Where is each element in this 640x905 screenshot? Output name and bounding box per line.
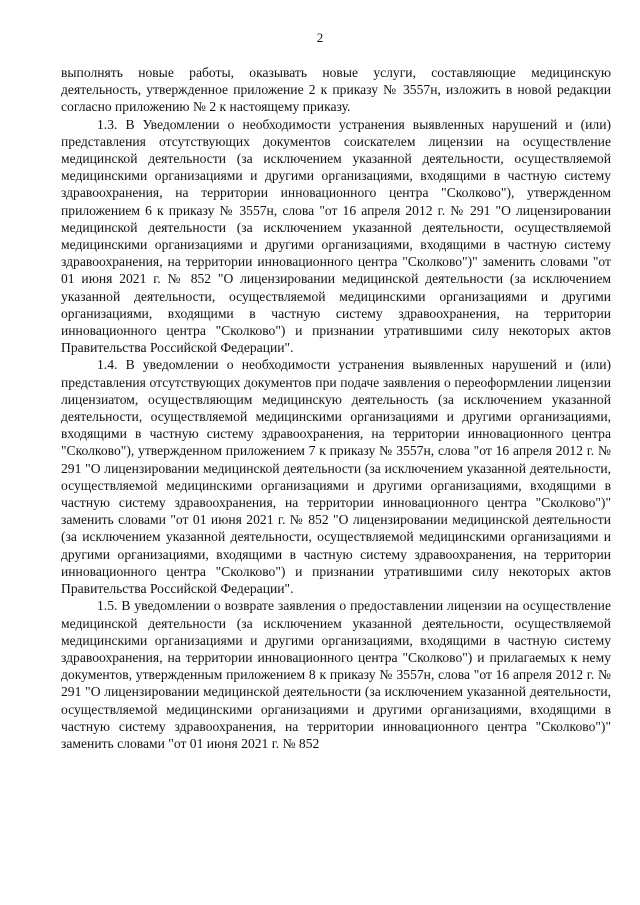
paragraph-continuation: выполнять новые работы, оказывать новые услуги, составляющие медицинскую деятельность, утвержденное приложение 2 к приказу № 3557н, изложить в новой редакции согласно приложению № 2 к настоящему приказу.	[61, 65, 611, 115]
paragraph-1-4: 1.4. В уведомлении о необходимости устранения выявленных нарушений и (или) представления отсутствующих документов при подаче заявления о переоформлении лицензии лицензиатом, осуществляющим медицинскую деятельность (за исключением указанной деятельности, осуществляемой медицинскими организациями и другими организациями, входящими в частную систему здравоохранения, на территории инновационного центра "Сколково"), утвержденном приложением 7 к приказу № 3557н, слова "от 16 апреля 2012 г. № 291 "О лицензировании медицинской деятельности (за исключением указанной деятельности, осуществляемой медицинскими организациями и другими организациями, входящими в частную систему здравоохранения, на территории инновационного центра "Сколково")" заменить словами "от 01 июня 2021 г. № 852 "О лицензировании медицинской деятельности (за исключением указанной деятельности, осуществляемой медицинскими организациями и другими организациями, входящими в частную систему здравоохранения, на территории инновационного центра "Сколково") и признании утратившими силу некоторых актов Правительства Российской Федерации".	[61, 357, 611, 597]
paragraph-1-3: 1.3. В Уведомлении о необходимости устранения выявленных нарушений и (или) представления отсутствующих документов соискателем лицензии на осуществление медицинской деятельности (за исключением указанной деятельности, осуществляемой медицинскими организациями и другими организациями, входящими в частную систему здравоохранения, на территории инновационного центра "Сколково"), утвержденном приложением 6 к приказу № 3557н, слова "от 16 апреля 2012 г. № 291 "О лицензировании медицинской деятельности (за исключением указанной деятельности, осуществляемой медицинскими организациями и другими организациями, входящими в частную систему здравоохранения, на территории инновационного центра "Сколково")" заменить словами "от 01 июня 2021 г. № 852 "О лицензировании медицинской деятельности (за исключением указанной деятельности, осуществляемой медицинскими организациями и другими организациями, входящими в частную систему здравоохранения, на территории инновационного центра "Сколково") и признании утратившими силу некоторых актов Правительства Российской Федерации".	[61, 116, 611, 356]
page-number: 2	[316, 30, 324, 45]
paragraph-1-5: 1.5. В уведомлении о возврате заявления о предоставлении лицензии на осуществление медицинской деятельности (за исключением указанной деятельности, осуществляемой медицинскими организациями и другими организациями, входящими в частную систему здравоохранения, на территории инновационного центра "Сколково") и прилагаемых к нему документов, утвержденным приложением 8 к приказу № 3557н, слова "от 16 апреля 2012 г. № 291 "О лицензировании медицинской деятельности (за исключением указанной деятельности, осуществляемой медицинскими организациями и другими организациями, входящими в частную систему здравоохранения, на территории инновационного центра "Сколково")" заменить словами "от 01 июня 2021 г. № 852	[61, 598, 611, 751]
document-body	[61, 64, 611, 752]
